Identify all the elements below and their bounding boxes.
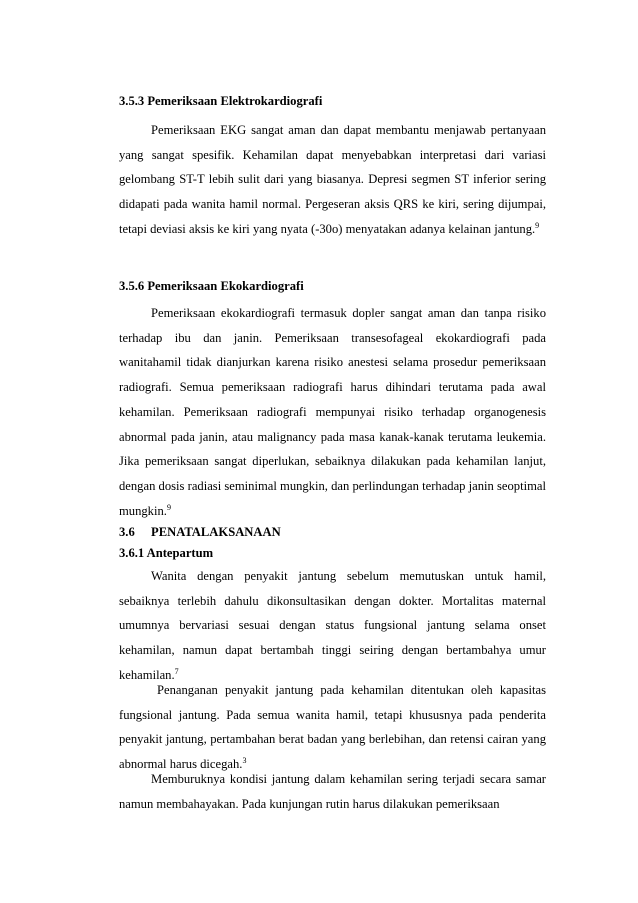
paragraph-ekg: [119, 118, 546, 242]
section-heading-3-6: [119, 525, 546, 540]
citation-ref: 9: [166, 502, 171, 512]
section-heading-3-5-3: 3.5.3 Pemeriksaan Elektrokardiografi: [119, 94, 323, 108]
paragraph-ekg-text: Pemeriksaan EKG sangat aman dan dapat membantu menjawab pertanyaan yang sangat spesifik. Kehamilan dapat menyebabkan interpretasi dari variasi gelombang ST-T lebih sulit dari yang biasanya. Depresi segmen ST inferior sering didapati pada wanita hamil normal. Pergeseran aksis QRS ke kiri, sering dijumpai, tetapi deviasi aksis ke kiri yang nyata (-30o) menyatakan adanya kelainan jantung.: [119, 123, 546, 236]
paragraph-antepartum-3-text: Memburuknya kondisi jantung dalam kehamilan sering terjadi secara samar namun membahayakan. Pada kunjungan rutin harus dilakukan pemeriksaan: [119, 772, 546, 811]
citation-ref: 3: [242, 756, 247, 766]
citation-ref: 9: [535, 220, 540, 230]
citation-ref: 7: [174, 666, 179, 676]
paragraph-echo: [119, 301, 546, 523]
section-title: PENATALAKSANAAN: [151, 525, 281, 539]
paragraph-antepartum-3: [119, 767, 546, 816]
section-heading-3-5-6: 3.5.6 Pemeriksaan Ekokardiografi: [119, 279, 304, 293]
paragraph-antepartum-2-text: Penanganan penyakit jantung pada kehamilan ditentukan oleh kapasitas fungsional jantung. Pada semua wanita hamil, tetapi khususnya pada penderita penyakit jantung, pertambahan berat badan yang berlebihan, dan retensi cairan yang abnormal harus dicegah.: [119, 683, 546, 772]
paragraph-echo-text: Pemeriksaan ekokardiografi termasuk dopler sangat aman dan tanpa risiko terhadap ibu dan janin. Pemeriksaan transesofageal ekokardiografi pada wanitahamil tidak dianjurkan karena risiko anestesi selama prosedur pemeriksaan radiografi. Semua pemeriksaan radiografi harus dihindari terutama pada awal kehamilan. Pemeriksaan radiografi mempunyai risiko terhadap organogenesis abnormal pada janin, atau malignancy pada masa kanak-kanak terutama leukemia. Jika pemeriksaan sangat diperlukan, sebaiknya dilakukan pada kehamilan lanjut, dengan dosis radiasi seminimal mungkin, dan perlindungan terhadap janin seoptimal mungkin.: [119, 306, 546, 518]
paragraph-antepartum-1-text: Wanita dengan penyakit jantung sebelum memutuskan untuk hamil, sebaiknya terlebih dahulu dikonsultasikan dengan dokter. Mortalitas maternal umumnya bervariasi sesuai dengan status fungsional jantung selama onset kehamilan, namun dapat bertambah tinggi seiring dengan bertambahya umur kehamilan.: [119, 569, 546, 682]
paragraph-antepartum-1: [119, 564, 546, 688]
section-number: 3.6: [119, 525, 135, 539]
paragraph-antepartum-2: [119, 678, 546, 777]
section-heading-3-6-1: 3.6.1 Antepartum: [119, 546, 214, 560]
